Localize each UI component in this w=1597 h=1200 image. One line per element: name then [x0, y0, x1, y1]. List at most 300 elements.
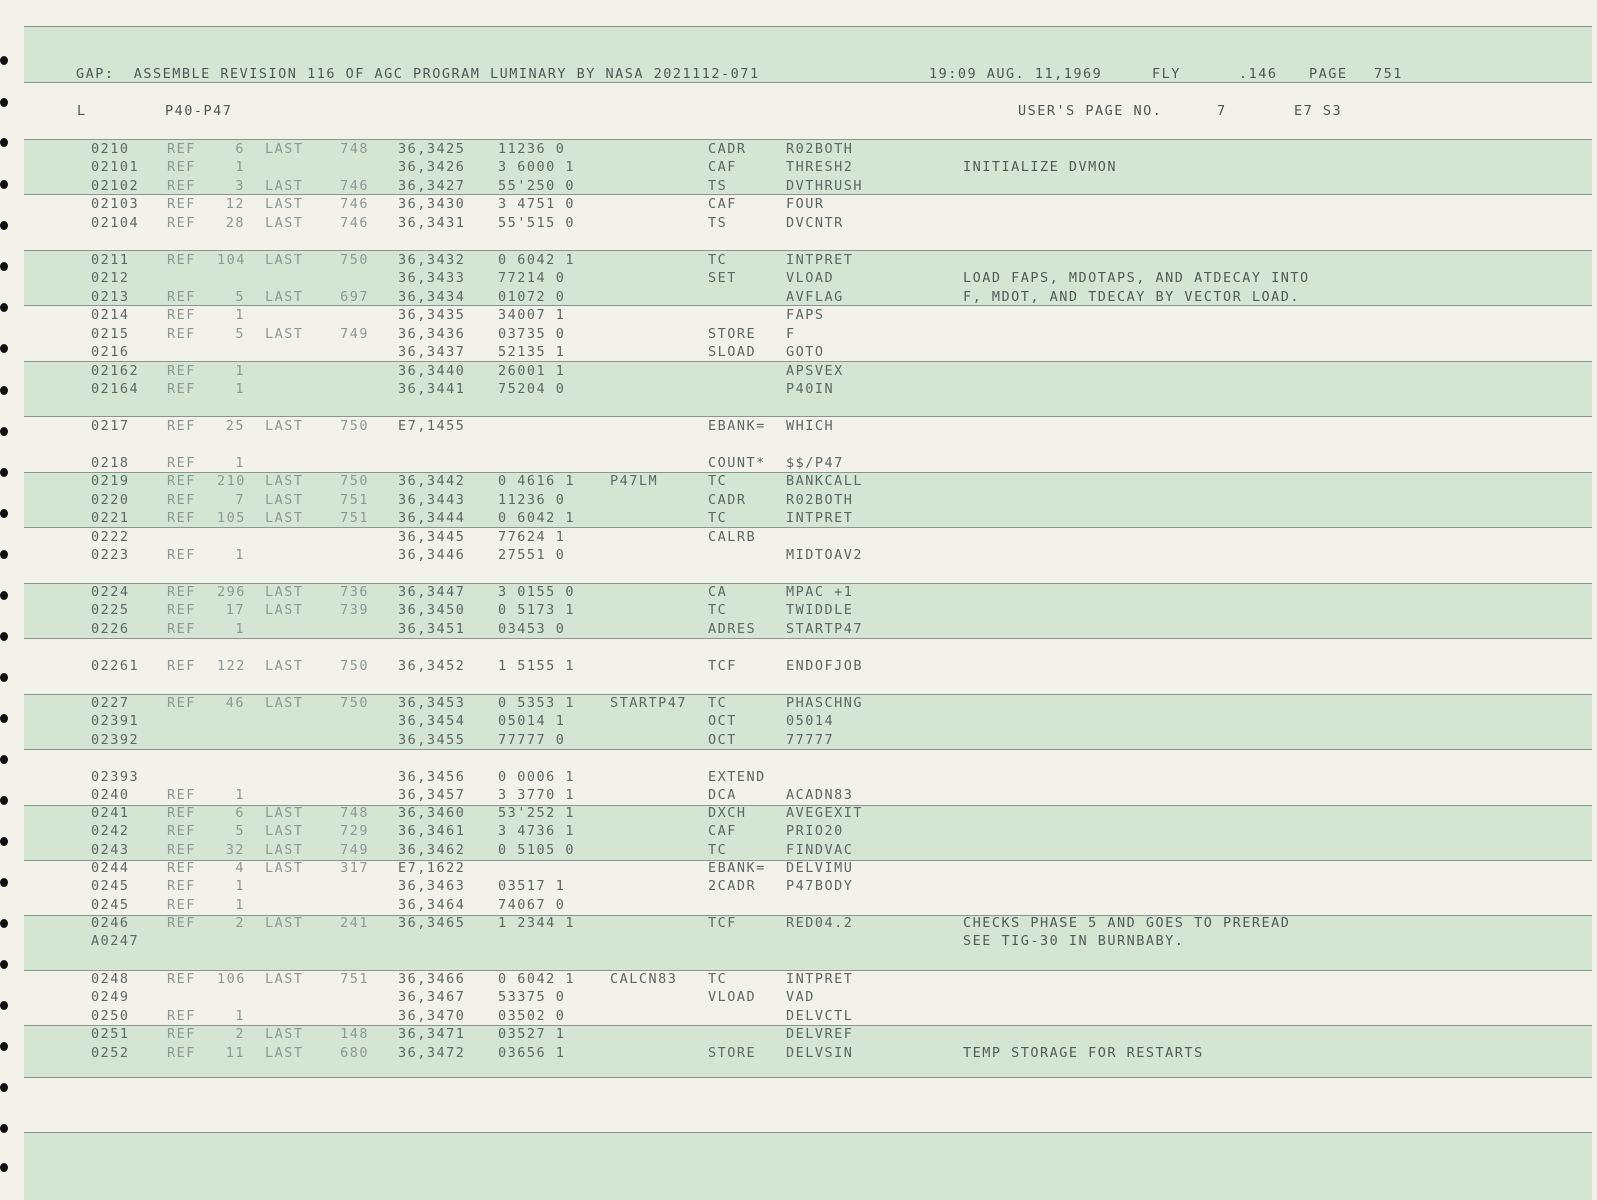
operand: PHASCHNG — [786, 695, 864, 711]
address: 36,3470 — [398, 1008, 466, 1024]
opcode: TC — [708, 971, 728, 987]
opcode: SET — [708, 270, 737, 286]
ref-count: 6 — [235, 805, 245, 821]
address: 36,3443 — [398, 492, 466, 508]
listing-line — [24, 859, 1592, 878]
operand: DVTHRUSH — [786, 178, 864, 194]
card-number: 02164 — [91, 381, 140, 397]
symbol-label: STARTP47 — [610, 695, 688, 711]
octal-word: 1 5155 1 — [498, 658, 576, 674]
address: 36,3433 — [398, 270, 466, 286]
listing-line — [24, 325, 1592, 344]
listing-line — [24, 509, 1592, 528]
address: 36,3456 — [398, 769, 466, 785]
listing-line — [24, 914, 1592, 933]
ref-label: REF — [167, 178, 196, 194]
card-number: 0215 — [91, 326, 130, 342]
opcode: DXCH — [708, 805, 747, 821]
listing-line — [24, 417, 1592, 436]
ref-label: REF — [167, 196, 196, 212]
ref-count: 122 — [217, 658, 246, 674]
opcode: DCA — [708, 787, 737, 803]
ref-label: REF — [167, 695, 196, 711]
opcode: STORE — [708, 1045, 757, 1061]
ref-label: REF — [167, 584, 196, 600]
opcode: COUNT* — [708, 455, 766, 471]
opcode: SLOAD — [708, 344, 757, 360]
listing-line — [24, 140, 1592, 159]
ref-label: REF — [167, 510, 196, 526]
ref-label: REF — [167, 1008, 196, 1024]
card-number: 0251 — [91, 1026, 130, 1042]
binder-hole — [0, 673, 8, 682]
opcode: TC — [708, 602, 728, 618]
octal-word: 53'252 1 — [498, 805, 576, 821]
ref-label: REF — [167, 878, 196, 894]
octal-word: 27551 0 — [498, 547, 566, 563]
last-label: LAST — [265, 584, 304, 600]
operand: 77777 — [786, 732, 835, 748]
address: 36,3427 — [398, 178, 466, 194]
card-number: 0242 — [91, 823, 130, 839]
opcode: TC — [708, 252, 728, 268]
last-label: LAST — [265, 289, 304, 305]
address: 36,3457 — [398, 787, 466, 803]
operand: MPAC +1 — [786, 584, 854, 600]
last-page: 739 — [340, 602, 369, 618]
listing-line — [24, 988, 1592, 1007]
operand: VAD — [786, 989, 815, 1005]
card-number: 02261 — [91, 658, 140, 674]
ref-count: 46 — [225, 695, 245, 711]
octal-word: 34007 1 — [498, 307, 566, 323]
operand: INTPRET — [786, 252, 854, 268]
section-title: P40-P47 — [165, 103, 233, 119]
listing-line — [24, 214, 1592, 233]
binder-hole — [0, 837, 8, 846]
opcode: TC — [708, 510, 728, 526]
card-number: 0222 — [91, 529, 130, 545]
ref-count: 6 — [235, 141, 245, 157]
operand: AVEGEXIT — [786, 805, 864, 821]
band-rule — [24, 26, 1592, 27]
last-page: 736 — [340, 584, 369, 600]
operand: INTPRET — [786, 971, 854, 987]
last-page: 750 — [340, 658, 369, 674]
last-page: 750 — [340, 418, 369, 434]
listing-line — [24, 177, 1592, 196]
octal-word: 0 5173 1 — [498, 602, 576, 618]
ref-label: REF — [167, 159, 196, 175]
address: 36,3426 — [398, 159, 466, 175]
listing-page — [24, 26, 1592, 1200]
last-page: 746 — [340, 196, 369, 212]
octal-word: 55'515 0 — [498, 215, 576, 231]
listing-line — [24, 528, 1592, 547]
binder-hole — [0, 1163, 8, 1172]
comment: LOAD FAPS, MDOTAPS, AND ATDECAY INTO — [963, 270, 1310, 286]
ref-label: REF — [167, 473, 196, 489]
band-rule — [24, 1132, 1592, 1133]
comment: SEE TIG-30 IN BURNBABY. — [963, 933, 1185, 949]
page-label: PAGE — [1309, 66, 1348, 82]
last-page: 750 — [340, 473, 369, 489]
ref-label: REF — [167, 787, 196, 803]
address: 36,3444 — [398, 510, 466, 526]
binder-hole — [0, 591, 8, 600]
last-page: 751 — [340, 492, 369, 508]
binder-hole — [0, 632, 8, 641]
ref-label: REF — [167, 215, 196, 231]
ref-count: 1 — [235, 621, 245, 637]
ref-count: 12 — [225, 196, 245, 212]
octal-word: 3 0155 0 — [498, 584, 576, 600]
ref-count: 4 — [235, 860, 245, 876]
last-label: LAST — [265, 252, 304, 268]
octal-word: 52135 1 — [498, 344, 566, 360]
listing-line — [24, 195, 1592, 214]
card-number: 02103 — [91, 196, 140, 212]
last-page: 750 — [340, 252, 369, 268]
ref-count: 32 — [225, 842, 245, 858]
listing-line — [24, 491, 1592, 510]
operand: P40IN — [786, 381, 835, 397]
address: 36,3472 — [398, 1045, 466, 1061]
card-number: 02101 — [91, 159, 140, 175]
listing-line — [24, 822, 1592, 841]
page-number: 751 — [1374, 66, 1403, 82]
ref-label: REF — [167, 307, 196, 323]
ref-count: 2 — [235, 1026, 245, 1042]
binder-hole — [0, 262, 8, 271]
ref-count: 28 — [225, 215, 245, 231]
ref-count: 105 — [217, 510, 246, 526]
last-label: LAST — [265, 418, 304, 434]
last-label: LAST — [265, 860, 304, 876]
binder-hole — [0, 960, 8, 969]
listing-line — [24, 546, 1592, 565]
listing-line — [24, 251, 1592, 270]
operand: VLOAD — [786, 270, 835, 286]
last-page: 746 — [340, 215, 369, 231]
opcode: STORE — [708, 326, 757, 342]
operand: AVFLAG — [786, 289, 844, 305]
ref-label: REF — [167, 289, 196, 305]
operand: WHICH — [786, 418, 835, 434]
card-number: 0246 — [91, 915, 130, 931]
binder-hole — [0, 878, 8, 887]
operand: R02BOTH — [786, 492, 854, 508]
operand: BANKCALL — [786, 473, 864, 489]
octal-word: 77214 0 — [498, 270, 566, 286]
octal-word: 0 6042 1 — [498, 510, 576, 526]
last-label: LAST — [265, 141, 304, 157]
octal-word: 0 5353 1 — [498, 695, 576, 711]
card-number: 0211 — [91, 252, 130, 268]
last-page: 749 — [340, 842, 369, 858]
octal-word: 01072 0 — [498, 289, 566, 305]
listing-line — [24, 841, 1592, 860]
last-label: LAST — [265, 695, 304, 711]
last-page: 748 — [340, 805, 369, 821]
card-number: 0245 — [91, 878, 130, 894]
operand: ENDOFJOB — [786, 658, 864, 674]
octal-word: 0 6042 1 — [498, 971, 576, 987]
address: 36,3471 — [398, 1026, 466, 1042]
address: 36,3460 — [398, 805, 466, 821]
ref-label: REF — [167, 1045, 196, 1061]
address: 36,3451 — [398, 621, 466, 637]
listing-line — [24, 1044, 1592, 1063]
ref-label: REF — [167, 252, 196, 268]
symbol-label: P47LM — [610, 473, 659, 489]
operand: RED04.2 — [786, 915, 854, 931]
last-page: 148 — [340, 1026, 369, 1042]
ref-count: 5 — [235, 326, 245, 342]
card-number: 0217 — [91, 418, 130, 434]
ref-label: REF — [167, 971, 196, 987]
ref-label: REF — [167, 842, 196, 858]
card-number: 0240 — [91, 787, 130, 803]
card-number: 0243 — [91, 842, 130, 858]
octal-word: 03502 0 — [498, 1008, 566, 1024]
card-number: 02391 — [91, 713, 140, 729]
octal-word: 53375 0 — [498, 989, 566, 1005]
card-number: 0219 — [91, 473, 130, 489]
last-label: LAST — [265, 510, 304, 526]
listing-line — [24, 343, 1592, 362]
ref-count: 210 — [217, 473, 246, 489]
comment: CHECKS PHASE 5 AND GOES TO PREREAD — [963, 915, 1291, 931]
address: 36,3434 — [398, 289, 466, 305]
operand: DELVSIN — [786, 1045, 854, 1061]
ref-label: REF — [167, 363, 196, 379]
card-number: 0213 — [91, 289, 130, 305]
binder-hole — [0, 386, 8, 395]
binder-hole — [0, 180, 8, 189]
last-label: LAST — [265, 492, 304, 508]
card-number: 02392 — [91, 732, 140, 748]
octal-word: 0 5105 0 — [498, 842, 576, 858]
octal-word: 03517 1 — [498, 878, 566, 894]
listing-line — [24, 970, 1592, 989]
listing-line — [24, 362, 1592, 381]
ref-count: 1 — [235, 547, 245, 563]
ref-count: 5 — [235, 823, 245, 839]
opcode: VLOAD — [708, 989, 757, 1005]
binder-hole — [0, 303, 8, 312]
opcode: TS — [708, 215, 728, 231]
ref-label: REF — [167, 860, 196, 876]
card-number: 0226 — [91, 621, 130, 637]
binder-hole — [0, 344, 8, 353]
operand: FAPS — [786, 307, 825, 323]
operand: GOTO — [786, 344, 825, 360]
ref-label: REF — [167, 547, 196, 563]
ref-label: REF — [167, 602, 196, 618]
listing-line — [24, 269, 1592, 288]
operand: R02BOTH — [786, 141, 854, 157]
address: 36,3430 — [398, 196, 466, 212]
octal-word: 3 4751 0 — [498, 196, 576, 212]
binder-hole — [0, 1042, 8, 1051]
operand: DVCNTR — [786, 215, 844, 231]
opcode: CAF — [708, 196, 737, 212]
address: 36,3463 — [398, 878, 466, 894]
ref-label: REF — [167, 141, 196, 157]
listing-line — [24, 472, 1592, 491]
card-number: 02104 — [91, 215, 140, 231]
card-number: 0244 — [91, 860, 130, 876]
opcode: EBANK= — [708, 860, 766, 876]
operand: FOUR — [786, 196, 825, 212]
last-page: 751 — [340, 510, 369, 526]
operand: DELVIMU — [786, 860, 854, 876]
last-label: LAST — [265, 473, 304, 489]
ref-count: 1 — [235, 363, 245, 379]
address: 36,3466 — [398, 971, 466, 987]
operand: INTPRET — [786, 510, 854, 526]
last-label: LAST — [265, 196, 304, 212]
address: 36,3442 — [398, 473, 466, 489]
listing-line — [24, 768, 1592, 787]
octal-word: 03453 0 — [498, 621, 566, 637]
octal-word: 75204 0 — [498, 381, 566, 397]
ref-count: 5 — [235, 289, 245, 305]
address: E7,1622 — [398, 860, 466, 876]
listing-line — [24, 158, 1592, 177]
card-number: 0252 — [91, 1045, 130, 1061]
address: 36,3453 — [398, 695, 466, 711]
octal-word: 11236 0 — [498, 492, 566, 508]
listing-line — [24, 288, 1592, 307]
listing-letter: L — [77, 103, 87, 119]
opcode: TCF — [708, 658, 737, 674]
ref-label: REF — [167, 326, 196, 342]
opcode: CADR — [708, 492, 747, 508]
listing-line — [24, 306, 1592, 325]
opcode: ADRES — [708, 621, 757, 637]
ref-count: 3 — [235, 178, 245, 194]
last-label: LAST — [265, 602, 304, 618]
octal-word: 11236 0 — [498, 141, 566, 157]
card-number: 0225 — [91, 602, 130, 618]
operand: ACADN83 — [786, 787, 854, 803]
binder-hole — [0, 427, 8, 436]
ref-count: 1 — [235, 381, 245, 397]
address: 36,3431 — [398, 215, 466, 231]
opcode: TC — [708, 842, 728, 858]
ref-label: REF — [167, 805, 196, 821]
ref-count: 17 — [225, 602, 245, 618]
ref-count: 11 — [225, 1045, 245, 1061]
listing-line — [24, 694, 1592, 713]
card-number: 0220 — [91, 492, 130, 508]
ref-count: 104 — [217, 252, 246, 268]
ref-count: 106 — [217, 971, 246, 987]
last-label: LAST — [265, 823, 304, 839]
address: 36,3436 — [398, 326, 466, 342]
binder-hole — [0, 1124, 8, 1133]
address: 36,3441 — [398, 381, 466, 397]
listing-line — [24, 1007, 1592, 1026]
address: 36,3445 — [398, 529, 466, 545]
opcode: CA — [708, 584, 728, 600]
octal-word: 03656 1 — [498, 1045, 566, 1061]
listing-number: .146 — [1239, 66, 1278, 82]
listing-line — [24, 786, 1592, 805]
card-number: 0224 — [91, 584, 130, 600]
listing-timestamp: 19:09 AUG. 11,1969 — [929, 66, 1103, 82]
bank-info: E7 S3 — [1294, 103, 1343, 119]
last-page: 680 — [340, 1045, 369, 1061]
ref-count: 1 — [235, 897, 245, 913]
binder-hole — [0, 221, 8, 230]
octal-word: 05014 1 — [498, 713, 566, 729]
octal-word: 55'250 0 — [498, 178, 576, 194]
binder-hole — [0, 796, 8, 805]
octal-word: 03735 0 — [498, 326, 566, 342]
ref-count: 7 — [235, 492, 245, 508]
opcode: TCF — [708, 915, 737, 931]
address: 36,3452 — [398, 658, 466, 674]
last-label: LAST — [265, 805, 304, 821]
address: E7,1455 — [398, 418, 466, 434]
ref-count: 1 — [235, 159, 245, 175]
binder-hole — [0, 138, 8, 147]
last-page: 749 — [340, 326, 369, 342]
comment: TEMP STORAGE FOR RESTARTS — [963, 1045, 1204, 1061]
listing-line — [24, 896, 1592, 915]
operand: APSVEX — [786, 363, 844, 379]
ref-label: REF — [167, 621, 196, 637]
address: 36,3455 — [398, 732, 466, 748]
operand: FINDVAC — [786, 842, 854, 858]
address: 36,3440 — [398, 363, 466, 379]
operand: F — [786, 326, 796, 342]
card-number: 0210 — [91, 141, 130, 157]
octal-word: 3 6000 1 — [498, 159, 576, 175]
operand: THRESH2 — [786, 159, 854, 175]
ref-count: 2 — [235, 915, 245, 931]
listing-line — [24, 380, 1592, 399]
listing-line — [24, 932, 1592, 951]
binder-hole — [0, 919, 8, 928]
green-bar — [24, 1132, 1592, 1200]
ref-label: REF — [167, 897, 196, 913]
binder-hole — [0, 755, 8, 764]
listing-line — [24, 583, 1592, 602]
last-page: 751 — [340, 971, 369, 987]
address: 36,3432 — [398, 252, 466, 268]
card-number: 0250 — [91, 1008, 130, 1024]
octal-word: 77624 1 — [498, 529, 566, 545]
opcode: TS — [708, 178, 728, 194]
card-number: A0247 — [91, 933, 140, 949]
ref-label: REF — [167, 823, 196, 839]
ref-count: 1 — [235, 878, 245, 894]
operand: TWIDDLE — [786, 602, 854, 618]
comment: INITIALIZE DVMON — [963, 159, 1118, 175]
address: 36,3437 — [398, 344, 466, 360]
card-number: 02162 — [91, 363, 140, 379]
address: 36,3454 — [398, 713, 466, 729]
address: 36,3467 — [398, 989, 466, 1005]
listing-line — [24, 454, 1592, 473]
opcode: 2CADR — [708, 878, 757, 894]
listing-line — [24, 731, 1592, 750]
last-page: 750 — [340, 695, 369, 711]
